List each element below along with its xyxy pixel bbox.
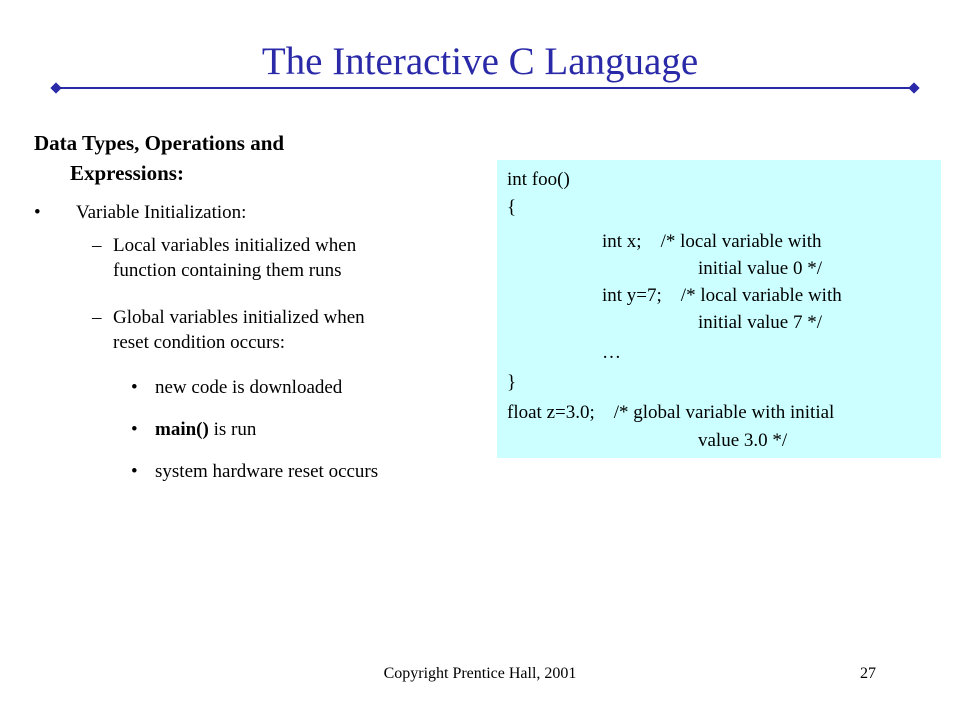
code-line: value 3.0 */ — [698, 430, 788, 451]
code-line: int foo() — [507, 169, 570, 190]
sub-bullet-bold: main() — [155, 419, 209, 440]
slide-title: The Interactive C Language — [261, 40, 699, 83]
section-heading-line1: Data Types, Operations and — [34, 131, 285, 155]
dash-item-local — [92, 233, 452, 283]
code-line: initial value 0 */ — [698, 258, 823, 279]
dash-item-global — [92, 305, 452, 355]
footer-copyright: Copyright Prentice Hall, 2001 — [383, 665, 577, 682]
code-line: { — [507, 197, 517, 218]
dash-icon: – — [92, 307, 102, 328]
sub-bullet-main-run — [131, 416, 256, 444]
code-example-box — [497, 160, 941, 458]
dash-icon: – — [92, 235, 102, 256]
dash-item-line1: Global variables initialized when — [113, 307, 365, 328]
bullet-icon: • — [34, 202, 41, 223]
section-heading-line2: Expressions: — [70, 161, 184, 185]
sub-bullet-text: system hardware reset occurs — [155, 461, 379, 482]
title-divider — [55, 87, 915, 89]
sub-bullet-text: is run — [208, 419, 257, 440]
bullet-icon: • — [131, 461, 138, 482]
dash-item-line2: reset condition occurs: — [113, 332, 286, 353]
bullet-icon: • — [131, 377, 138, 398]
code-line: … — [602, 342, 621, 363]
code-line: } — [507, 372, 517, 393]
dash-item-line1: Local variables initialized when — [113, 235, 357, 256]
bullet-variable-initialization — [34, 199, 246, 227]
code-line: initial value 7 */ — [698, 312, 823, 333]
sub-bullet-text: new code is downloaded — [155, 377, 343, 398]
bullet-text: Variable Initialization: — [76, 202, 247, 223]
code-line: int x; /* local variable with — [602, 231, 822, 252]
code-line: float z=3.0; /* global variable with initial — [507, 402, 835, 423]
sub-bullet-new-code — [131, 374, 342, 402]
sub-bullet-hardware-reset — [131, 458, 378, 486]
dash-item-line2: function containing them runs — [113, 260, 342, 281]
bullet-icon: • — [131, 419, 138, 440]
slide-page-number: 27 — [860, 665, 876, 682]
section-heading — [34, 128, 454, 188]
code-line: int y=7; /* local variable with — [602, 285, 842, 306]
